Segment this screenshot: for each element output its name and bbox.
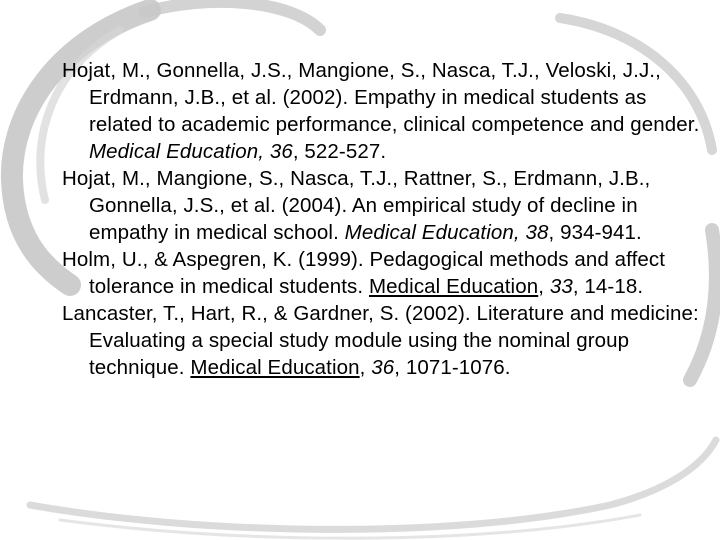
reference-2-pages: , 934-941. (548, 221, 642, 244)
reference-1-volume: 36 (269, 140, 293, 163)
reference-item-4: Lancaster, T., Hart, R., & Gardner, S. (2002). Literature and medicine: Evaluating a special study module using the nominal group technique. Medical Education, 36, 1071-1076. (62, 302, 699, 379)
reference-3-volume: 33 (549, 275, 573, 298)
reference-4-volume: 36 (371, 356, 395, 379)
reference-item-1 (62, 57, 702, 165)
swirl-bottom-arc (30, 440, 716, 529)
reference-3-pages: , 14-18. (572, 275, 644, 298)
reference-item-3: Holm, U., & Aspegren, K. (1999). Pedagogical methods and affect tolerance in medical students. Medical Education, 33, 14-18. (62, 248, 666, 298)
reference-item-2 (62, 165, 702, 246)
reference-3-body: Holm, U., & Aspegren, K. (1999). Pedagogical methods and affect tolerance in medical students. (62, 248, 666, 298)
reference-2-journal: Medical Education, (344, 221, 520, 244)
reference-2-volume: 38 (525, 221, 549, 244)
reference-4-pages: , 1071-1076. (394, 356, 511, 379)
swirl-top-arc (145, 2, 320, 30)
reference-4-journal-link[interactable]: Medical Education (190, 356, 360, 379)
reference-1-journal: Medical Education, (89, 140, 265, 163)
reference-2-body: Hojat, M., Mangione, S., Nasca, T.J., Rattner, S., Erdmann, J.B., Gonnella, J.S., et al. (2004). An empirical study of decline in empathy in medical school. (62, 167, 651, 244)
reference-1-pages: , 522-527. (292, 140, 387, 163)
reference-3-journal-link[interactable]: Medical Education (369, 275, 539, 298)
reference-list (62, 57, 702, 381)
reference-4-body: Lancaster, T., Hart, R., & Gardner, S. (2002). Literature and medicine: Evaluating a special study module using the nominal group technique. (62, 302, 699, 379)
reference-1-body: Hojat, M., Gonnella, J.S., Mangione, S., Nasca, T.J., Veloski, J.J., Erdmann, J.B., et al. (2002). Empathy in medical students as related to academic performance, clinical competence and gender. (62, 59, 700, 136)
